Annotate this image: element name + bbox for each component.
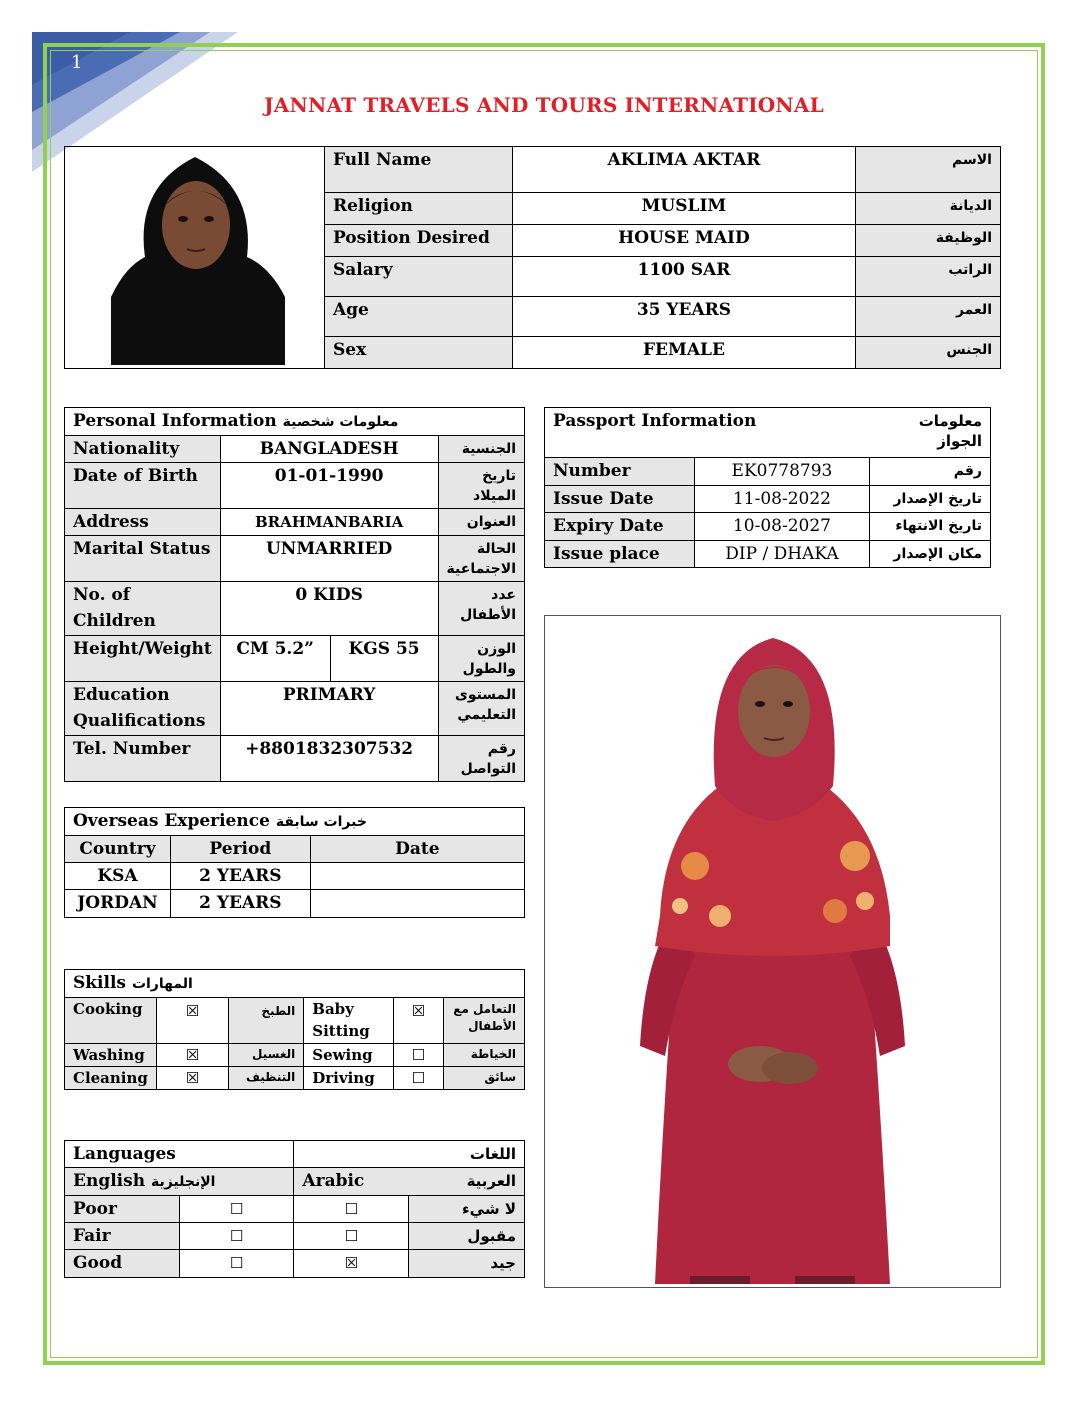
salary-ar: الراتب [856, 257, 1001, 297]
issue-place-ar: مكان الإصدار [870, 541, 991, 568]
table-row [65, 1223, 525, 1250]
skill-driving-checkbox[interactable]: ☐ [393, 1067, 444, 1090]
religion-ar: الديانة [856, 193, 1001, 225]
languages-header-ar: اللغات [294, 1141, 525, 1168]
dob-label: Date of Birth [65, 463, 221, 509]
height-weight-label: Height/Weight [65, 636, 221, 682]
full-name-value: AKLIMA AKTAR [512, 147, 855, 193]
skills-row [65, 1067, 525, 1090]
religion-value: MUSLIM [512, 193, 855, 225]
education-ar: المستوى التعليمي [438, 682, 524, 736]
table-row [65, 1250, 525, 1278]
skills-header [65, 970, 525, 998]
dob-value: 01-01-1990 [220, 463, 438, 509]
skill-sewing-ar: الخياطة [444, 1044, 525, 1067]
skill-cleaning-ar: التنظيف [228, 1067, 303, 1090]
overseas-country: KSA [65, 863, 171, 890]
children-value: 0 KIDS [220, 582, 438, 636]
passport-number-value: EK0778793 [694, 458, 870, 486]
languages-header: Languages [65, 1141, 294, 1168]
children-label: No. of Children [65, 582, 221, 636]
english-label-ar: الإنجليزية [150, 1174, 216, 1190]
skill-cleaning-label: Cleaning [65, 1067, 157, 1090]
religion-label: Religion [324, 193, 512, 225]
overseas-period: 2 YEARS [170, 863, 310, 890]
skills-title: Skills [73, 973, 127, 993]
table-row [65, 863, 525, 890]
skills-row [65, 998, 525, 1044]
skill-sewing-checkbox[interactable]: ☐ [393, 1044, 444, 1067]
skills-table [64, 969, 525, 1090]
english-good-checkbox[interactable]: ☐ [179, 1250, 294, 1278]
passport-info-table [544, 407, 991, 568]
english-header [65, 1168, 294, 1196]
marital-value: UNMARRIED [220, 536, 438, 582]
height-weight-ar: الوزن والطول [438, 636, 524, 682]
lang-level-good-ar: جيد [409, 1250, 525, 1278]
position-label: Position Desired [324, 225, 512, 257]
arabic-poor-checkbox[interactable]: ☐ [294, 1196, 409, 1223]
age-value: 35 YEARS [512, 297, 855, 337]
lang-level-fair: Fair [65, 1223, 180, 1250]
skill-cooking-checkbox[interactable]: ☒ [156, 998, 228, 1044]
table-row [65, 890, 525, 918]
skill-driving-ar: سائق [444, 1067, 525, 1090]
weight-value: KGS 55 [330, 636, 438, 682]
passport-number-label: Number [545, 458, 695, 486]
skill-baby-sitting-ar: التعامل مع الأطفال [444, 998, 525, 1044]
tel-ar: رقم التواصل [438, 736, 524, 782]
arabic-good-checkbox[interactable]: ☒ [294, 1250, 409, 1278]
personal-info-header [65, 408, 525, 436]
overseas-date [310, 890, 524, 918]
overseas-period: 2 YEARS [170, 890, 310, 918]
skill-washing-label: Washing [65, 1044, 157, 1067]
head-photo-cell [65, 147, 325, 369]
skill-washing-ar: الغسيل [228, 1044, 303, 1067]
overseas-country: JORDAN [65, 890, 171, 918]
skill-cooking-ar: الطبخ [228, 998, 303, 1044]
expiry-date-ar: تاريخ الانتهاء [870, 513, 991, 541]
arabic-label-ar: العربية [409, 1168, 525, 1196]
head-photo [65, 147, 323, 367]
nationality-label: Nationality [65, 436, 221, 463]
page-number: 1 [71, 52, 83, 73]
lang-level-poor-ar: لا شيء [409, 1196, 525, 1223]
english-label: English [73, 1171, 146, 1191]
education-label: Education Qualifications [65, 682, 221, 736]
sex-label: Sex [324, 337, 512, 369]
full-body-photo [545, 616, 1000, 1287]
personal-info-table [64, 407, 525, 782]
personal-info-title-ar: معلومات شخصية [282, 414, 399, 430]
english-poor-checkbox[interactable]: ☐ [179, 1196, 294, 1223]
age-label: Age [324, 297, 512, 337]
lang-level-poor: Poor [65, 1196, 180, 1223]
lang-level-fair-ar: مقبول [409, 1223, 525, 1250]
skill-baby-sitting-checkbox[interactable]: ☒ [393, 998, 444, 1044]
overseas-table [64, 807, 525, 918]
skill-cleaning-checkbox[interactable]: ☒ [156, 1067, 228, 1090]
marital-label: Marital Status [65, 536, 221, 582]
position-value: HOUSE MAID [512, 225, 855, 257]
full-body-photo-frame [544, 615, 1001, 1288]
education-value: PRIMARY [220, 682, 438, 736]
expiry-date-label: Expiry Date [545, 513, 695, 541]
sex-ar: الجنس [856, 337, 1001, 369]
issue-place-label: Issue place [545, 541, 695, 568]
skill-cooking-label: Cooking [65, 998, 157, 1044]
salary-label: Salary [324, 257, 512, 297]
overseas-title-ar: خبرات سابقة [275, 814, 367, 830]
nationality-value: BANGLADESH [220, 436, 438, 463]
passport-header: Passport Information [545, 408, 870, 458]
marital-ar: الحالة الاجتماعية [438, 536, 524, 582]
overseas-col-date: Date [310, 836, 524, 863]
skill-driving-label: Driving [304, 1067, 393, 1090]
issue-date-value: 11-08-2022 [694, 486, 870, 513]
lang-level-good: Good [65, 1250, 180, 1278]
nationality-ar: الجنسية [438, 436, 524, 463]
arabic-fair-checkbox[interactable]: ☐ [294, 1223, 409, 1250]
skills-row [65, 1044, 525, 1067]
address-value: BRAHMANBARIA [220, 509, 438, 536]
overseas-date [310, 863, 524, 890]
height-value: CM 5.2” [220, 636, 330, 682]
tel-value: +8801832307532 [220, 736, 438, 782]
personal-info-title: Personal Information [73, 411, 277, 431]
children-ar: عدد الأطفال [438, 582, 524, 636]
skill-washing-checkbox[interactable]: ☒ [156, 1044, 228, 1067]
full-name-label: Full Name [324, 147, 512, 193]
passport-number-ar: رقم [870, 458, 991, 486]
skill-baby-sitting-label: Baby Sitting [304, 998, 393, 1044]
full-name-ar: الاسم [856, 147, 1001, 193]
table-row [65, 1196, 525, 1223]
skill-sewing-label: Sewing [304, 1044, 393, 1067]
languages-table [64, 1140, 525, 1278]
overseas-title: Overseas Experience [73, 811, 270, 831]
sex-value: FEMALE [512, 337, 855, 369]
salary-value: 1100 SAR [512, 257, 855, 297]
expiry-date-value: 10-08-2027 [694, 513, 870, 541]
arabic-label: Arabic [294, 1168, 409, 1196]
agency-title: JANNAT TRAVELS AND TOURS INTERNATIONAL [264, 93, 824, 117]
issue-date-label: Issue Date [545, 486, 695, 513]
address-label: Address [65, 509, 221, 536]
english-fair-checkbox[interactable]: ☐ [179, 1223, 294, 1250]
issue-date-ar: تاريخ الإصدار [870, 486, 991, 513]
passport-header-ar: معلومات الجواز [870, 408, 991, 458]
skills-title-ar: المهارات [131, 976, 193, 992]
tel-label: Tel. Number [65, 736, 221, 782]
main-info-table [64, 146, 1001, 369]
overseas-col-period: Period [170, 836, 310, 863]
address-ar: العنوان [438, 509, 524, 536]
issue-place-value: DIP / DHAKA [694, 541, 870, 568]
overseas-header [65, 808, 525, 836]
dob-ar: تاريخ الميلاد [438, 463, 524, 509]
position-ar: الوظيفة [856, 225, 1001, 257]
age-ar: العمر [856, 297, 1001, 337]
overseas-col-country: Country [65, 836, 171, 863]
